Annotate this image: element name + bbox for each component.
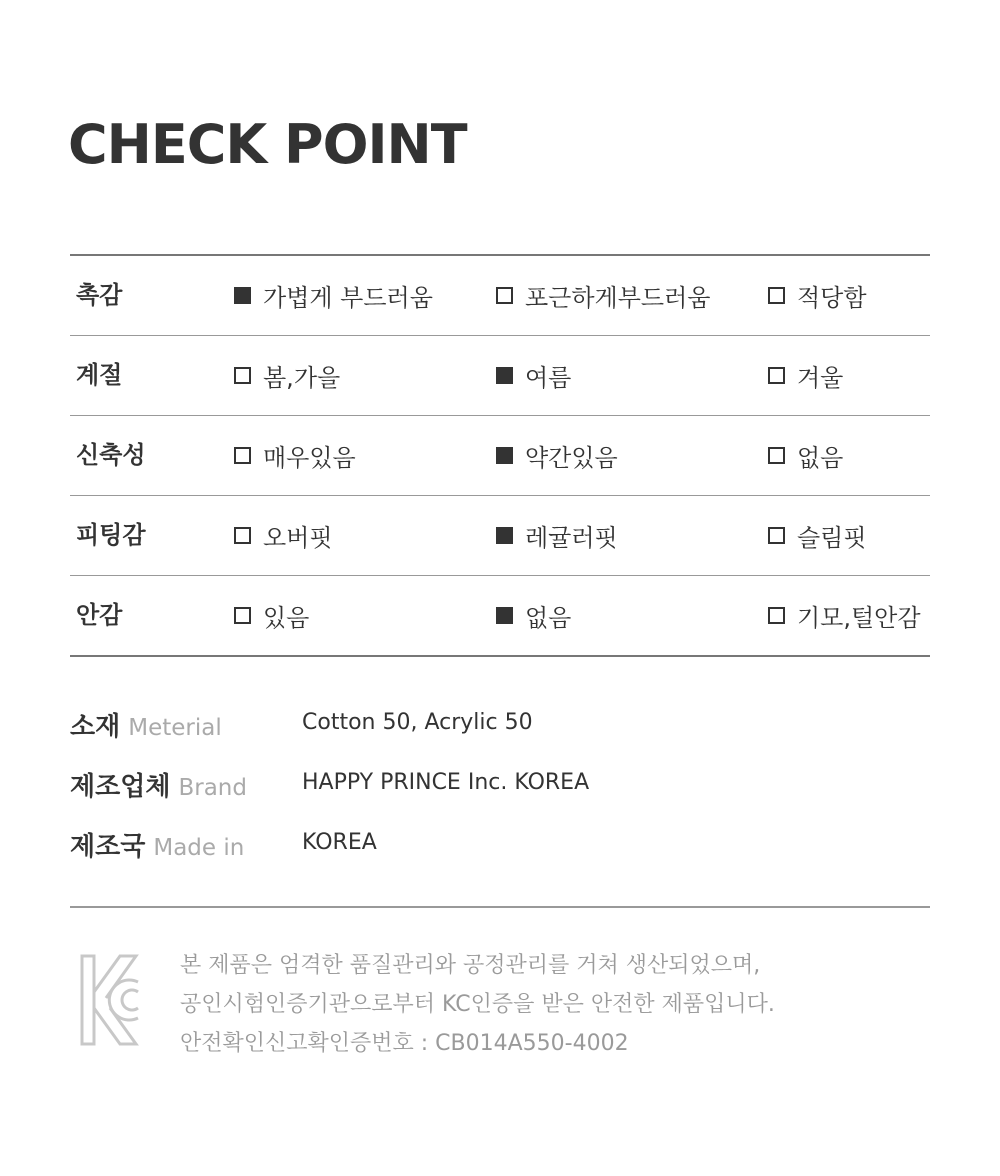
spec-label-ko: 제조국 <box>70 832 146 862</box>
checkbox <box>496 527 513 544</box>
spec-label <box>70 826 244 863</box>
option-item <box>768 416 843 495</box>
kc-certification-icon <box>80 952 142 1048</box>
checkpoint-row-fit <box>70 496 930 576</box>
spec-label-ko: 소재 <box>70 712 121 742</box>
row-label: 촉감 <box>76 281 123 309</box>
spec-label-en: Made in <box>153 835 245 861</box>
checkbox <box>496 287 513 304</box>
option-label: 오버핏 <box>263 524 333 552</box>
spec-label <box>70 766 247 803</box>
notice-line: 본 제품은 엄격한 품질관리와 공정관리를 거쳐 생산되었으며, <box>180 953 761 978</box>
option-label: 여름 <box>525 364 572 392</box>
spec-label-en: Meterial <box>128 715 222 741</box>
checkbox <box>496 447 513 464</box>
option-item <box>234 256 433 335</box>
spec-label-ko: 제조업체 <box>70 772 171 802</box>
option-label: 매우있음 <box>263 444 356 472</box>
checkbox <box>768 607 785 624</box>
spec-row-material <box>70 700 930 760</box>
option-label: 포근하게부드러움 <box>525 284 711 312</box>
option-item <box>496 336 571 415</box>
spec-value: KOREA <box>302 830 377 855</box>
checkbox <box>234 607 251 624</box>
row-label: 신축성 <box>76 441 146 469</box>
option-item <box>768 336 843 415</box>
option-item <box>234 336 340 415</box>
checkpoint-row-season <box>70 336 930 416</box>
page-title: CHECK POINT <box>68 113 467 176</box>
spec-list <box>70 700 930 880</box>
option-item <box>496 496 618 575</box>
option-item <box>768 496 867 575</box>
row-label: 피팅감 <box>76 521 146 549</box>
option-label: 레귤러핏 <box>525 524 618 552</box>
option-item <box>234 416 356 495</box>
option-label: 없음 <box>797 444 844 472</box>
option-item <box>768 576 921 655</box>
option-item <box>496 416 618 495</box>
section-divider <box>70 906 930 908</box>
option-label: 있음 <box>263 604 310 632</box>
option-item <box>496 576 571 655</box>
checkbox <box>234 447 251 464</box>
option-label: 겨울 <box>797 364 844 392</box>
checkbox <box>768 287 785 304</box>
option-item <box>768 256 867 335</box>
option-item <box>234 496 333 575</box>
checkbox <box>768 367 785 384</box>
option-label: 적당함 <box>797 284 867 312</box>
spec-row-origin <box>70 820 930 880</box>
checkpoint-table <box>70 254 930 657</box>
option-label: 봄,가을 <box>263 364 341 392</box>
checkpoint-row-texture <box>70 256 930 336</box>
option-item <box>234 576 309 655</box>
spec-row-brand <box>70 760 930 820</box>
option-label: 약간있음 <box>525 444 618 472</box>
option-label: 없음 <box>525 604 572 632</box>
option-label: 기모,털안감 <box>797 604 921 632</box>
checkbox <box>768 527 785 544</box>
certification-notice <box>180 946 775 1063</box>
notice-line: 공인시험인증기관으로부터 KC인증을 받은 안전한 제품입니다. <box>180 992 775 1017</box>
option-label: 슬림핏 <box>797 524 867 552</box>
checkpoint-row-lining <box>70 576 930 657</box>
option-item <box>496 256 710 335</box>
checkbox <box>496 367 513 384</box>
spec-label-en: Brand <box>178 775 247 801</box>
checkbox <box>768 447 785 464</box>
notice-line: 안전확인신고확인증번호 : CB014A550-4002 <box>180 1031 629 1056</box>
checkbox <box>234 367 251 384</box>
option-label: 가볍게 부드러움 <box>263 284 433 312</box>
checkbox <box>234 527 251 544</box>
spec-label <box>70 706 222 743</box>
row-label: 계절 <box>76 361 123 389</box>
row-label: 안감 <box>76 601 123 629</box>
checkbox <box>234 287 251 304</box>
spec-value: Cotton 50, Acrylic 50 <box>302 710 533 735</box>
checkpoint-row-elasticity <box>70 416 930 496</box>
checkbox <box>496 607 513 624</box>
spec-value: HAPPY PRINCE Inc. KOREA <box>302 770 590 795</box>
